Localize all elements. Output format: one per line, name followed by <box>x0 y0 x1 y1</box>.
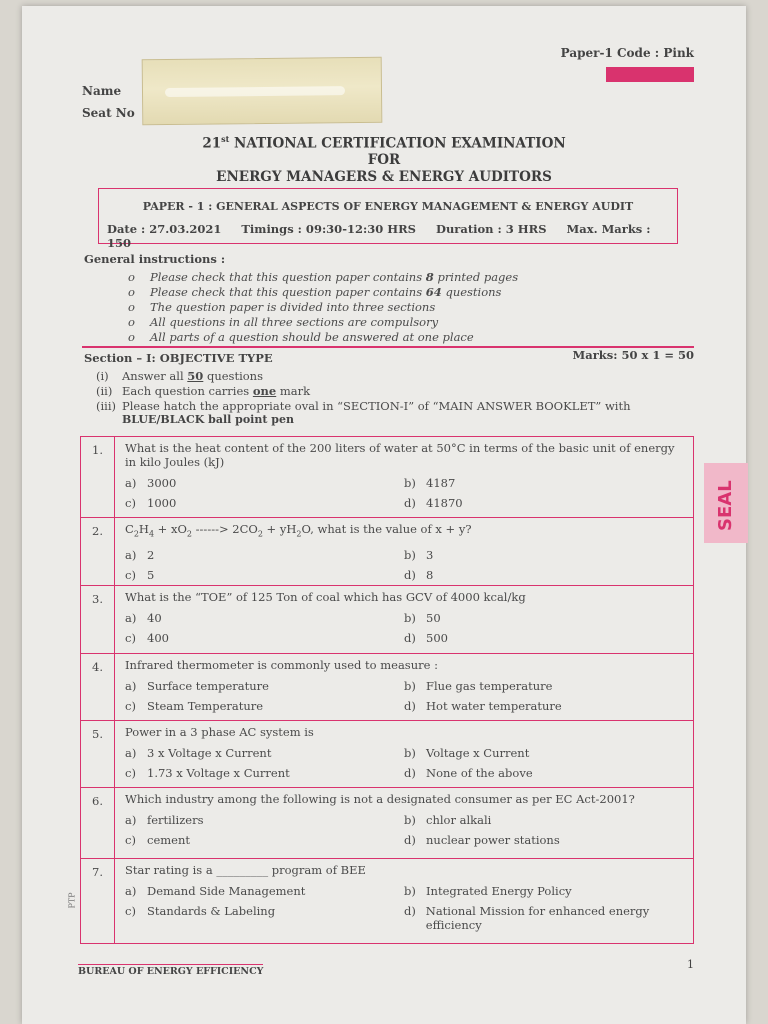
option-c: c) 1.73 x Voltage x Current <box>125 766 290 780</box>
question-row <box>81 437 693 518</box>
page-number: 1 <box>687 958 694 971</box>
option-b: b) 4187 <box>404 476 456 490</box>
option-b: b) Voltage x Current <box>404 746 530 760</box>
option-b: b) Integrated Energy Policy <box>404 884 572 898</box>
option-b: b) Flue gas temperature <box>404 679 553 693</box>
question-row <box>81 586 693 654</box>
question-row <box>81 654 693 721</box>
section-marks: Marks: 50 x 1 = 50 <box>572 348 694 362</box>
question-text: Star rating is a _________ program of BEE <box>125 863 366 877</box>
option-c: c) 1000 <box>125 496 177 510</box>
question-number: 4. <box>81 654 115 720</box>
exam-title-line2: FOR <box>367 152 401 168</box>
question-number: 1. <box>81 437 115 517</box>
question-row <box>81 518 693 586</box>
instruction-item: o Please check that this question paper contains 64 questions <box>128 285 502 299</box>
question-text: $C_2H_4 + xO_2$ ------> $2CO_2 + yH_2O$, what is the value of x + y? <box>125 522 472 539</box>
option-a: a) 3000 <box>125 476 177 490</box>
exam-title-line1: 21st NATIONAL CERTIFICATION EXAMINATION <box>202 134 566 152</box>
instruction-item: o All parts of a question should be answered at one place <box>128 330 474 344</box>
option-b: b) 50 <box>404 611 441 625</box>
questions-table <box>80 436 694 944</box>
question-number: 3. <box>81 586 115 653</box>
option-a: a) 2 <box>125 548 155 563</box>
exam-date: Date : 27.03.2021 <box>107 222 222 236</box>
section-instruction: (ii) Each question carries one mark <box>96 384 311 398</box>
paper-details <box>107 222 677 250</box>
instruction-item: o Please check that this question paper contains 8 printed pages <box>128 270 519 284</box>
option-d: d) 41870 <box>404 496 463 510</box>
option-d: d) National Mission for enhanced energy efficiency <box>404 904 650 932</box>
option-d: d) Hot water temperature <box>404 699 562 713</box>
option-a: a) 40 <box>125 611 162 625</box>
question-number: 5. <box>81 721 115 787</box>
option-a: a) Demand Side Management <box>125 884 306 898</box>
seat-no-label: Seat No <box>82 106 135 120</box>
question-number: 2. <box>81 518 115 585</box>
instruction-item: o The question paper is divided into three sections <box>128 300 436 314</box>
instruction-item: o All questions in all three sections are compulsory <box>128 315 439 329</box>
option-d: d) None of the above <box>404 766 533 780</box>
question-text: What is the heat content of the 200 liters of water at 50°C in terms of the basic unit of energy in kilo Joules (kJ) <box>125 441 675 469</box>
exam-title-line3: ENERGY MANAGERS & ENERGY AUDITORS <box>216 169 552 185</box>
option-b: b) chlor alkali <box>404 813 492 827</box>
option-a: a) fertilizers <box>125 813 204 827</box>
name-label: Name <box>82 84 122 98</box>
exam-timings: Timings : 09:30-12:30 HRS <box>241 222 416 236</box>
exam-paper <box>22 6 746 1024</box>
option-c: c) Steam Temperature <box>125 699 264 713</box>
general-instructions-heading: General instructions : <box>84 252 226 266</box>
paper-code-color-bar <box>606 67 694 82</box>
option-d: d) 8 <box>404 568 434 583</box>
question-text: Power in a 3 phase AC system is <box>125 725 314 739</box>
paper-info-box <box>98 188 678 250</box>
exam-duration: Duration : 3 HRS <box>435 222 547 236</box>
question-number: 7. <box>81 859 115 943</box>
paper-code: Paper-1 Code : Pink <box>560 46 694 60</box>
section-instruction: (iii) Please hatch the appropriate oval in “SECTION-I” of “MAIN ANSWER BOOKLET” with <box>96 399 631 413</box>
pen-note: BLUE/BLACK ball point pen <box>122 413 294 426</box>
question-text: Infrared thermometer is commonly used to measure : <box>125 658 438 672</box>
option-c: c) 400 <box>125 631 169 645</box>
seal-label: SEAL <box>715 480 736 532</box>
question-row <box>81 788 693 859</box>
option-c: c) cement <box>125 833 190 847</box>
option-c: c) Standards & Labeling <box>125 904 276 918</box>
question-row <box>81 721 693 788</box>
exam-max-marks: Max. Marks : 150 <box>107 222 651 250</box>
question-text: Which industry among the following is not a designated consumer as per EC Act-2001? <box>125 792 635 806</box>
option-c: c) 5 <box>125 568 155 583</box>
option-d: d) nuclear power stations <box>404 833 560 847</box>
question-text: What is the “TOE” of 125 Ton of coal which has GCV of 4000 kcal/kg <box>125 590 526 604</box>
paper-title: PAPER - 1 : GENERAL ASPECTS OF ENERGY MANAGEMENT & ENERGY AUDIT <box>142 200 634 213</box>
question-row <box>81 859 693 943</box>
page-turn-note: PTP <box>67 892 77 909</box>
option-a: a) 3 x Voltage x Current <box>125 746 272 760</box>
section-title: Section – I: OBJECTIVE TYPE <box>84 351 273 365</box>
footer-organization: BUREAU OF ENERGY EFFICIENCY <box>78 966 264 977</box>
option-d: d) 500 <box>404 631 448 645</box>
section-instruction: (i) Answer all 50 questions <box>96 369 263 383</box>
option-a: a) Surface temperature <box>125 679 269 693</box>
redaction-sticker <box>142 57 383 126</box>
question-number: 6. <box>81 788 115 858</box>
option-b: b) 3 <box>404 548 434 563</box>
